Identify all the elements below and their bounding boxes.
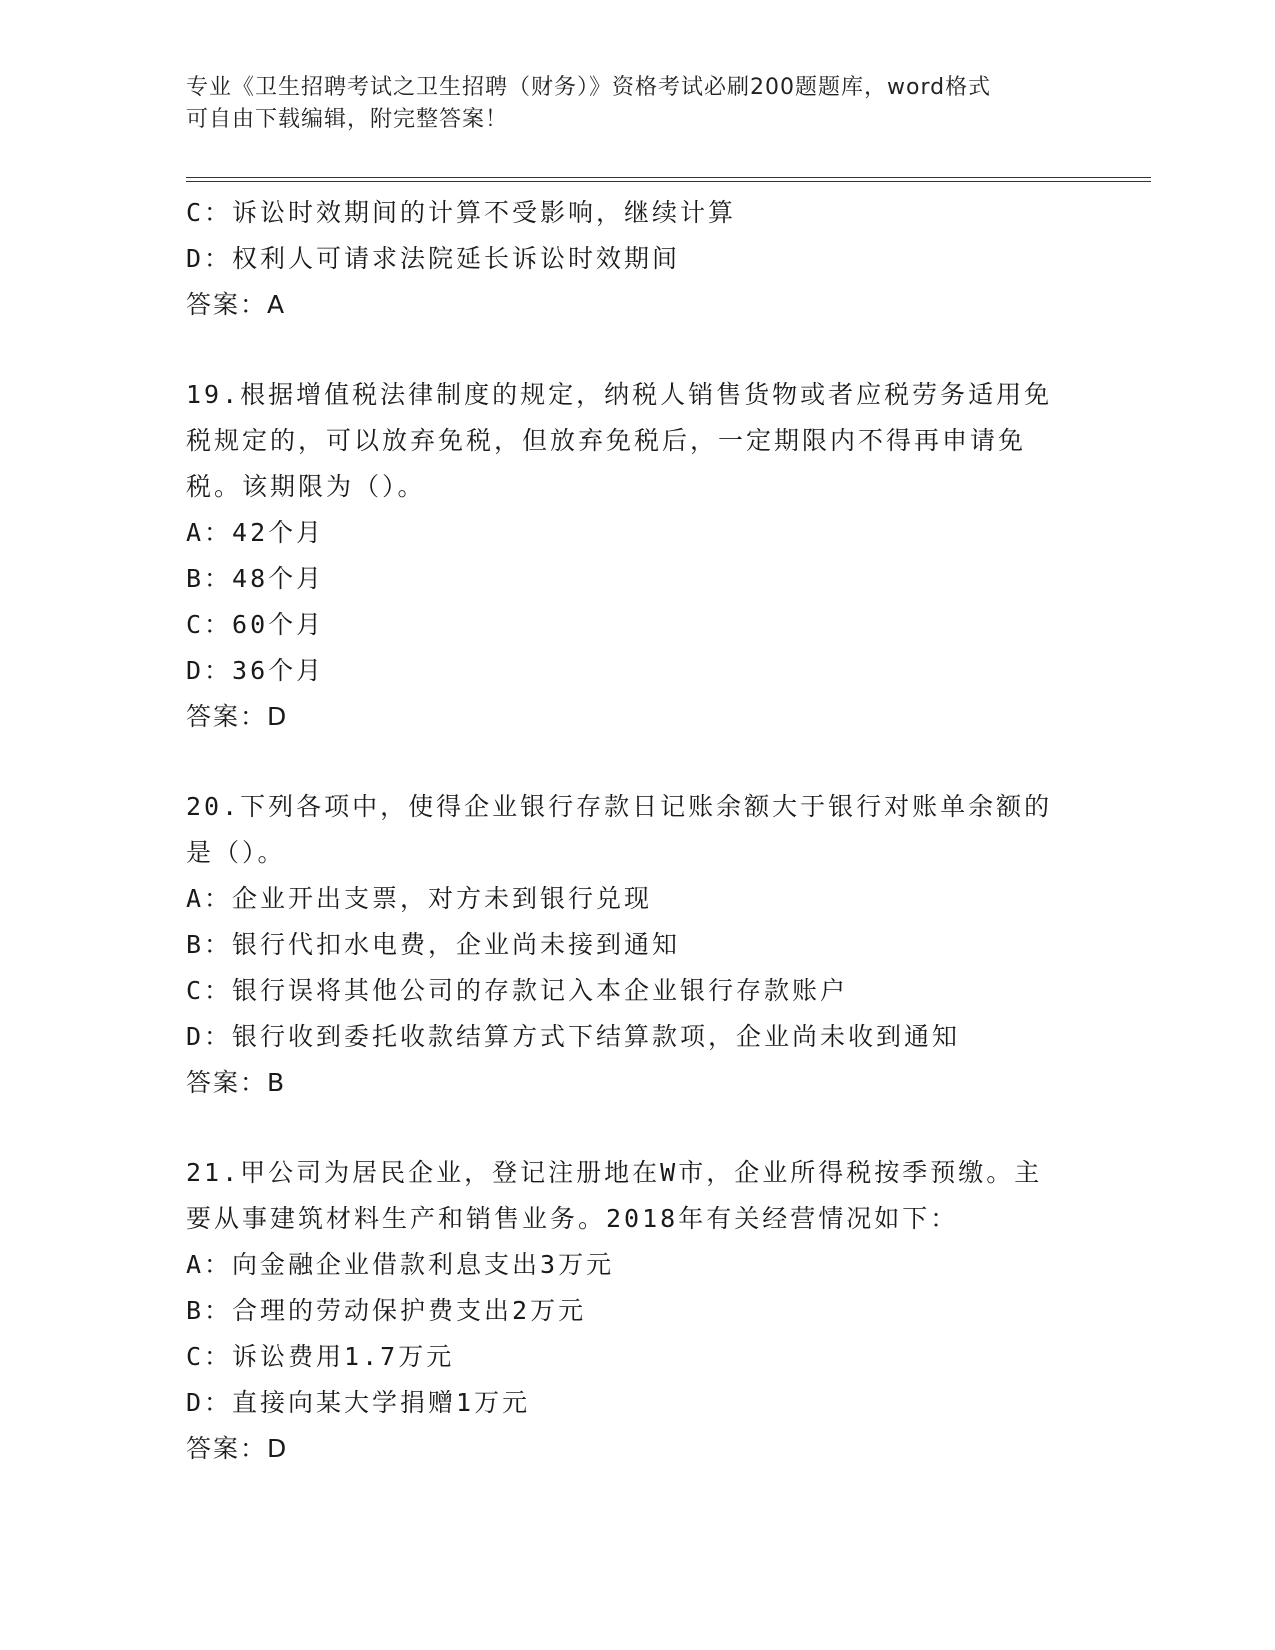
option-a: A：企业开出支票，对方未到银行兑现 xyxy=(186,884,653,913)
header-line-2: 可自由下载编辑，附完整答案！ xyxy=(186,107,509,132)
question-text-line: 20.下列各项中，使得企业银行存款日记账余额大于银行对账单余额的 xyxy=(186,792,1053,821)
option-c: C：银行误将其他公司的存款记入本企业银行存款账户 xyxy=(186,976,849,1005)
answer: 答案：D xyxy=(186,702,289,731)
question-text-line: 税规定的，可以放弃免税，但放弃免税后，一定期限内不得再申请免 xyxy=(186,426,1027,455)
header-rule-bottom xyxy=(186,181,1151,182)
option-b: B：合理的劳动保护费支出2万元 xyxy=(186,1296,587,1325)
question-text-line: 21.甲公司为居民企业，登记注册地在W市，企业所得税按季预缴。主 xyxy=(186,1158,1043,1187)
option-a: A：向金融企业借款利息支出3万元 xyxy=(186,1250,615,1279)
document-body xyxy=(186,190,1086,1472)
option-b: B：48个月 xyxy=(186,564,325,593)
answer: 答案：A xyxy=(186,290,287,319)
question-21 xyxy=(186,1150,1086,1472)
option-a: A：42个月 xyxy=(186,518,325,547)
question-text-line: 要从事建筑材料生产和销售业务。2018年有关经营情况如下： xyxy=(186,1204,959,1233)
option-d: D：直接向某大学捐赠1万元 xyxy=(186,1388,531,1417)
option-d: D：权利人可请求法院延长诉讼时效期间 xyxy=(186,244,681,273)
option-c: C：诉讼费用1.7万元 xyxy=(186,1342,455,1371)
question-text-line: 是（）。 xyxy=(186,838,286,867)
answer: 答案：D xyxy=(186,1434,289,1463)
question-19 xyxy=(186,372,1086,740)
header-rule-top xyxy=(186,177,1151,178)
option-c: C：60个月 xyxy=(186,610,325,639)
header-line-1: 专业《卫生招聘考试之卫生招聘（财务）》资格考试必刷200题题库，word格式 xyxy=(186,75,992,100)
question-text-line: 19.根据增值税法律制度的规定，纳税人销售货物或者应税劳务适用免 xyxy=(186,380,1053,409)
option-d: D：36个月 xyxy=(186,656,325,685)
question-20 xyxy=(186,784,1086,1106)
option-b: B：银行代扣水电费，企业尚未接到通知 xyxy=(186,930,681,959)
document-header xyxy=(186,72,1086,136)
option-d: D：银行收到委托收款结算方式下结算款项，企业尚未收到通知 xyxy=(186,1022,961,1051)
answer: 答案：B xyxy=(186,1068,287,1097)
option-c: C：诉讼时效期间的计算不受影响，继续计算 xyxy=(186,198,737,227)
question-text-line: 税。该期限为（）。 xyxy=(186,472,426,501)
previous-question-tail xyxy=(186,190,1086,328)
